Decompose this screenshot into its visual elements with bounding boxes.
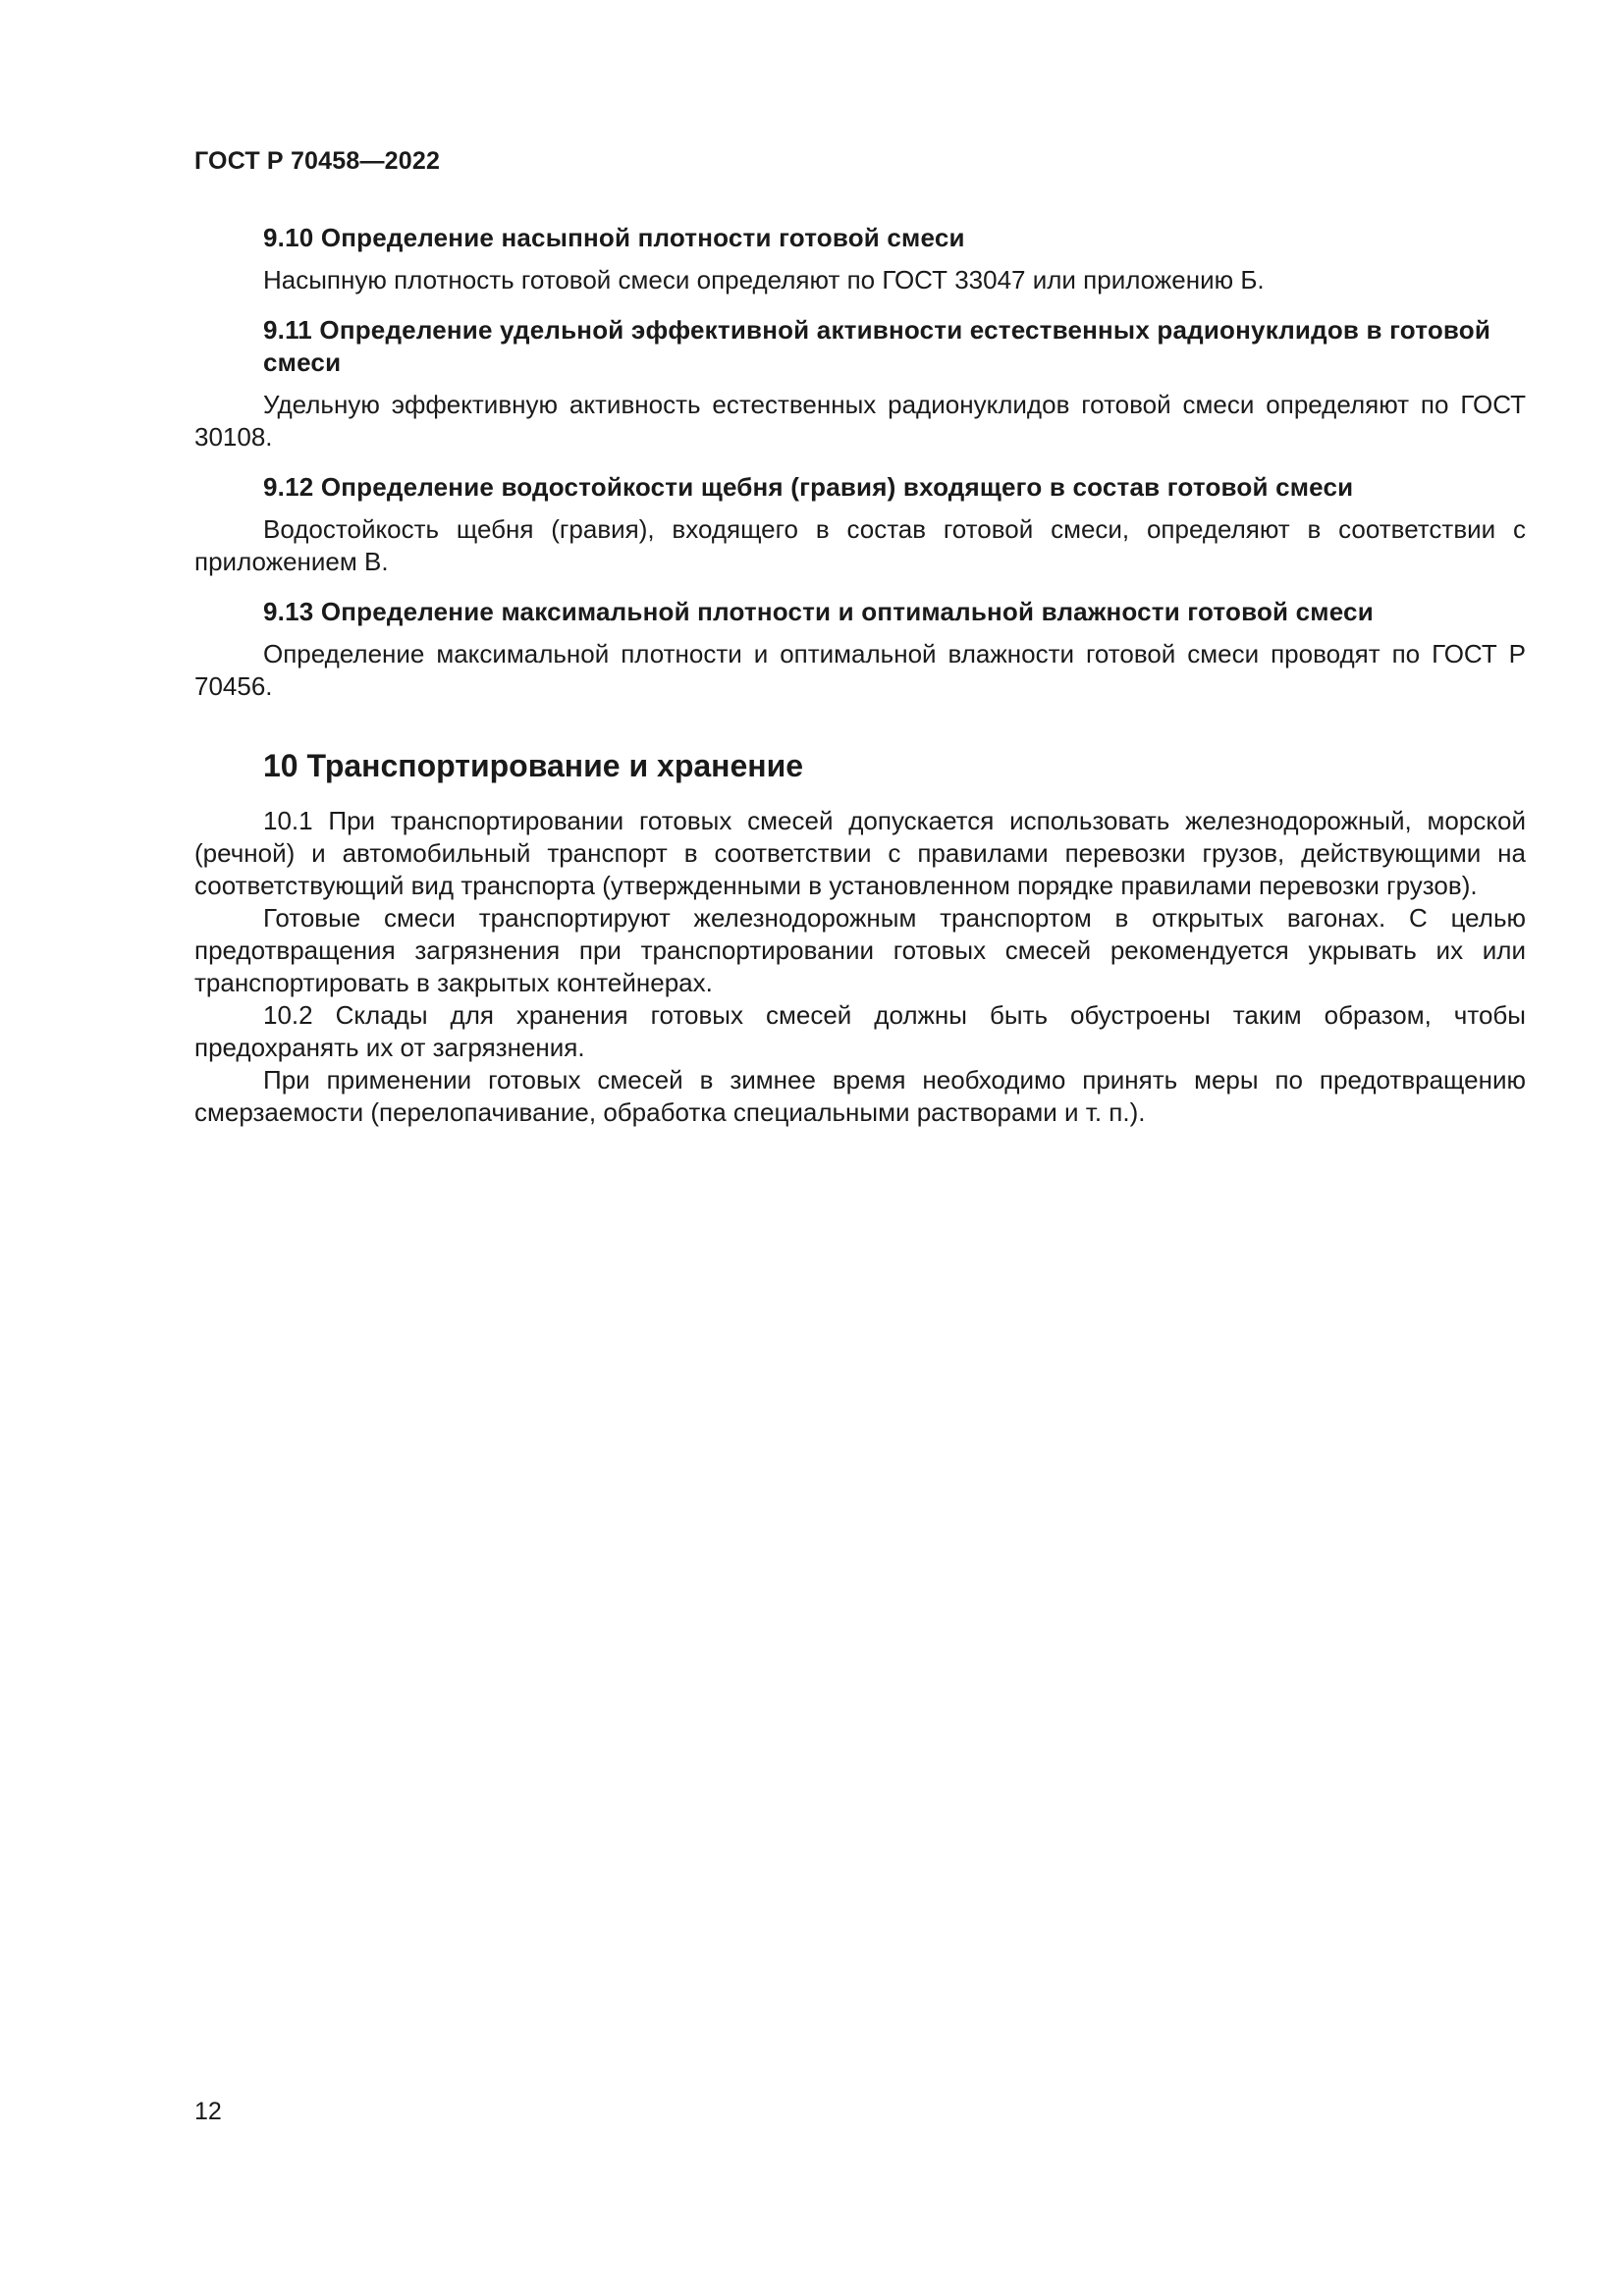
paragraph-10-2: 10.2 Склады для хранения готовых смесей должны быть обустроены таким образом, чтобы предохранять их от загрязнения.	[194, 1000, 1526, 1062]
document-id-header: ГОСТ Р 70458—2022	[194, 147, 441, 175]
subsection-9-10	[194, 222, 1526, 296]
subsection-9-13	[194, 596, 1526, 703]
subsection-text: Удельную эффективную активность естественных радионуклидов готовой смеси определяют по ГОСТ 30108.	[194, 390, 1526, 452]
subsection-text: Определение максимальной плотности и оптимальной влажности готовой смеси проводят по ГОСТ Р 70456.	[194, 639, 1526, 701]
paragraph-10-1: 10.1 При транспортировании готовых смесей допускается использовать железнодорожный, морской (речной) и автомобильный транспорт в соответствии с правилами перевозки грузов, действующими на соответствующий вид транспорта (утвержденными в установленном порядке правилами перевозки грузов).	[194, 806, 1526, 900]
paragraph-10-2-cont: При применении готовых смесей в зимнее время необходимо принять меры по предотвращению смерзаемости (перелопачивание, обработка специальными растворами и т. п.).	[194, 1065, 1526, 1127]
subsection-title: 9.11 Определение удельной эффективной активности естественных радионуклидов в готовой смеси	[263, 315, 1491, 377]
subsection-title: 9.13 Определение максимальной плотности и оптимальной влажности готовой смеси	[263, 597, 1374, 626]
page-content	[194, 222, 1526, 1129]
subsection-title: 9.10 Определение насыпной плотности готовой смеси	[263, 223, 965, 252]
subsection-text: Водостойкость щебня (гравия), входящего в состав готовой смеси, определяют в соответствии с приложением В.	[194, 514, 1526, 576]
section-10-body	[194, 805, 1526, 1129]
section-10-heading: 10 Транспортирование и хранение	[263, 748, 804, 783]
subsection-text: Насыпную плотность готовой смеси определяют по ГОСТ 33047 или приложению Б.	[263, 265, 1265, 294]
subsection-9-11	[194, 314, 1526, 454]
page-number: 12	[194, 2098, 222, 2125]
subsection-title: 9.12 Определение водостойкости щебня (гравия) входящего в состав готовой смеси	[263, 472, 1354, 502]
paragraph-10-1-cont: Готовые смеси транспортируют железнодорожным транспортом в открытых вагонах. С целью предотвращения загрязнения при транспортировании готовых смесей рекомендуется укрывать их или транспортировать в закрытых контейнерах.	[194, 903, 1526, 997]
subsection-9-12	[194, 471, 1526, 578]
